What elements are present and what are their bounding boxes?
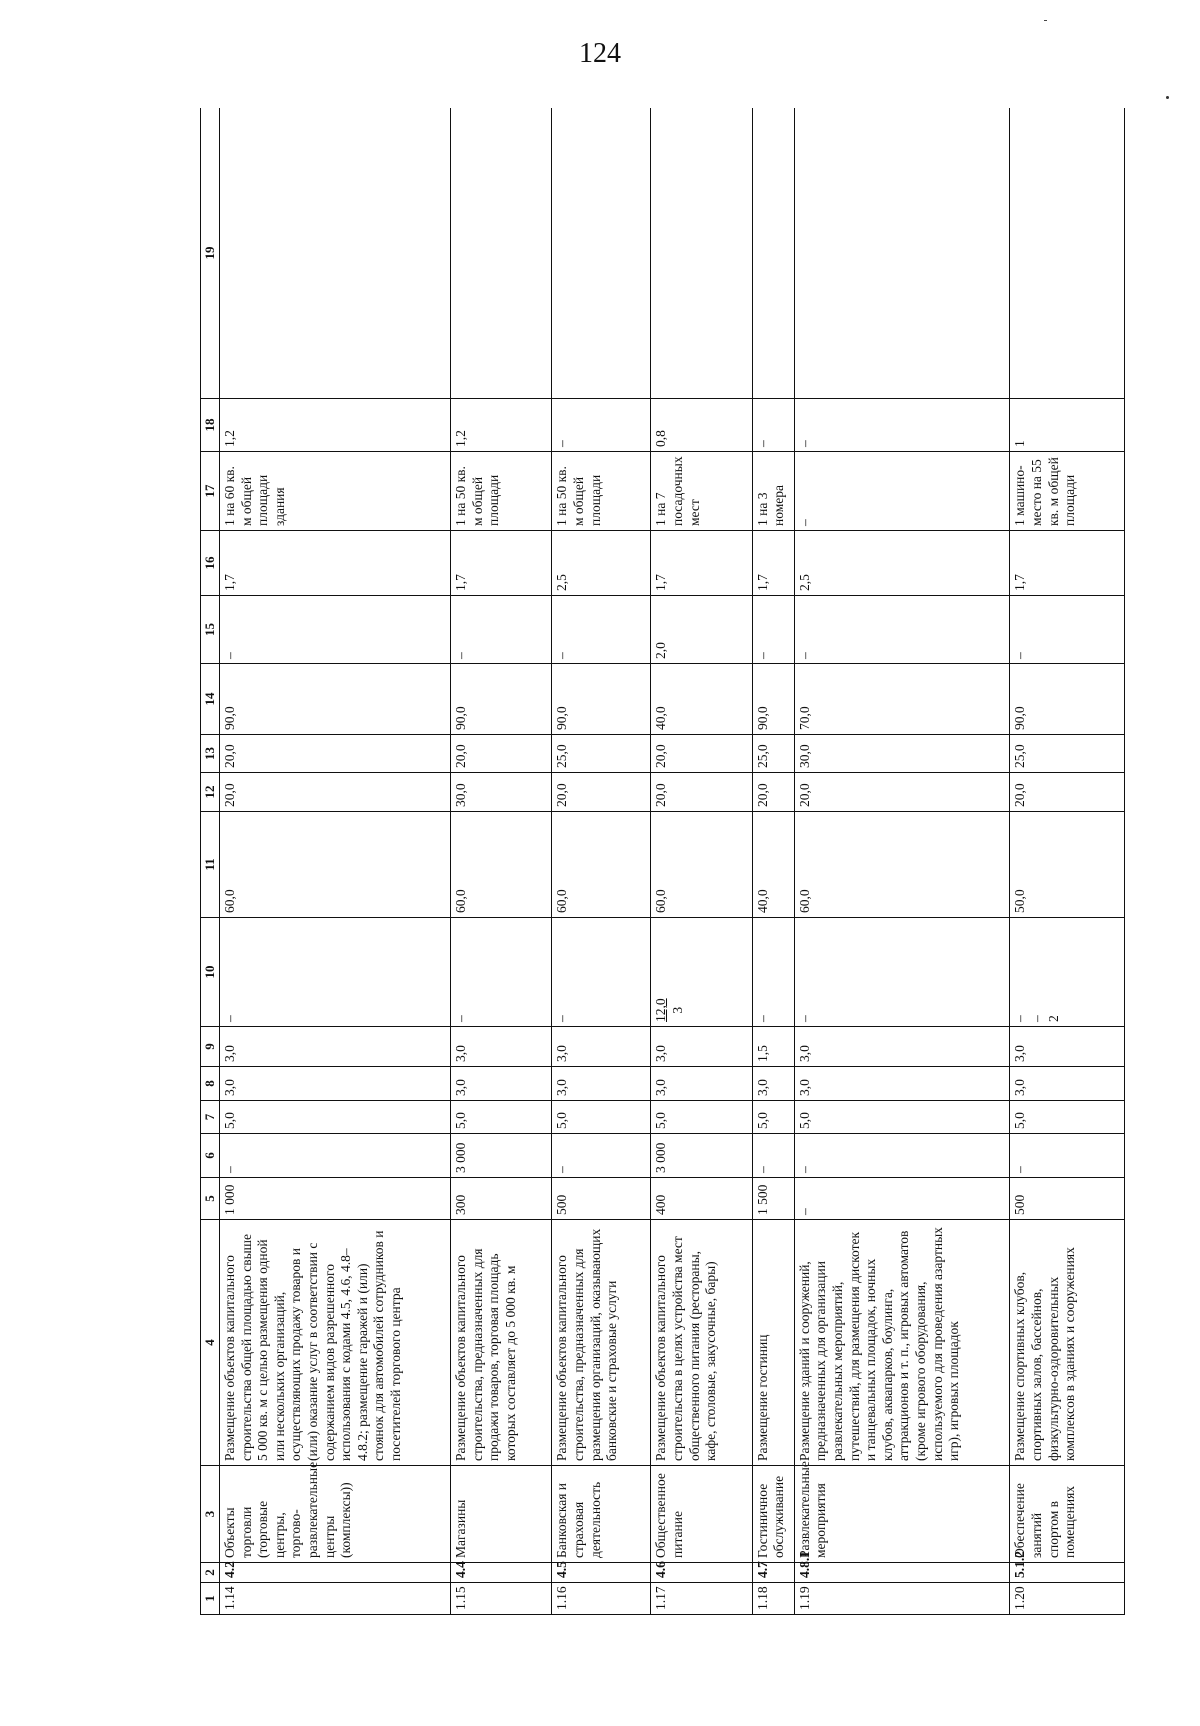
cell: 20,0	[651, 735, 752, 773]
cell	[651, 108, 752, 399]
cell: 1,7	[752, 531, 794, 596]
cell	[752, 108, 794, 399]
use-code: 4.6	[651, 1563, 752, 1583]
cell: 40,0	[651, 664, 752, 735]
cell	[794, 108, 1010, 399]
cell: –	[1010, 596, 1125, 664]
cell: 500	[1010, 1178, 1125, 1220]
col-header: 17	[201, 452, 220, 531]
cell: –	[219, 918, 450, 1027]
col-header: 3	[201, 1466, 220, 1563]
use-description: Размещение объектов капитального строительства общей площадью свыше 5 000 кв. м с целью размещения одной или нескольких организаций, осуществляющих продажу товаров и (или) оказание услуг в соответствии с содержанием видов разрешенного использования с кодами 4.5, 4.6, 4.8–4.8.2; размещение гаражей и (или) стоянок для автомобилей сотрудников и посетителей торгового центра	[219, 1220, 450, 1466]
use-code: 4.8.1	[794, 1563, 1010, 1583]
col-header: 4	[201, 1220, 220, 1466]
cell: 3 000	[451, 1134, 552, 1178]
cell: 1 машино-место на 55 кв. м общей площади	[1010, 452, 1125, 531]
use-description: Размещение зданий и сооружений, предназначенных для организации развлекательных мероприятий, путешествий, для размещения дискотек и танцевальных площадок, ночных клубов, аквапарков, боулинга, аттракционов и т. п., игровых автоматов (кроме игрового оборудования, используемого для проведения азартных игр), игровых площадок	[794, 1220, 1010, 1466]
col-header: 7	[201, 1101, 220, 1134]
scan-speck	[1044, 20, 1047, 21]
cell-fraction	[651, 918, 752, 1027]
cell: 1,7	[451, 531, 552, 596]
cell: 1 на 60 кв. м общей площади здания	[219, 452, 450, 531]
cell: 3,0	[219, 1067, 450, 1101]
cell	[1010, 108, 1125, 399]
col-header: 15	[201, 596, 220, 664]
cell: 1,7	[219, 531, 450, 596]
use-code: 5.1.2	[1010, 1563, 1125, 1583]
cell: 60,0	[219, 812, 450, 918]
use-description: Размещение объектов капитального строительства в целях устройства мест общественного питания (рестораны, кафе, столовые, закусочные, бары)	[651, 1220, 752, 1466]
cell: 5,0	[552, 1101, 651, 1134]
cell: 25,0	[752, 735, 794, 773]
cell: 1 000	[219, 1178, 450, 1220]
cell: 60,0	[794, 812, 1010, 918]
col-header: 13	[201, 735, 220, 773]
row-number: 1.20	[1010, 1583, 1125, 1615]
cell: 60,0	[552, 812, 651, 918]
cell: –	[752, 399, 794, 452]
cell: 3,0	[552, 1027, 651, 1067]
cell: 20,0	[752, 773, 794, 812]
cell: 5,0	[451, 1101, 552, 1134]
col-header: 19	[201, 108, 220, 399]
col-header: 2	[201, 1563, 220, 1583]
cell: 50,0	[1010, 812, 1125, 918]
col-header: 11	[201, 812, 220, 918]
cell: –	[451, 596, 552, 664]
table-row	[552, 108, 651, 1615]
row-number: 1.18	[752, 1583, 794, 1615]
cell: 1,2	[451, 399, 552, 452]
cell: 1,2	[219, 399, 450, 452]
cell: –	[794, 596, 1010, 664]
cell: 60,0	[451, 812, 552, 918]
use-name: Гостиничное обслуживание	[752, 1466, 794, 1563]
use-name: Объекты торговли (торговые центры, торгово-развлекательные центры (комплексы))	[219, 1466, 450, 1563]
cell: –	[752, 596, 794, 664]
cell: 1 на 3 номера	[752, 452, 794, 531]
cell: 3,0	[451, 1027, 552, 1067]
fraction	[653, 998, 686, 1022]
col-header: 12	[201, 773, 220, 812]
use-code: 4.7	[752, 1563, 794, 1583]
table-row	[651, 108, 752, 1615]
table-row	[451, 108, 552, 1615]
cell: 5,0	[752, 1101, 794, 1134]
col-header: 5	[201, 1178, 220, 1220]
row-number: 1.16	[552, 1583, 651, 1615]
cell: –	[219, 596, 450, 664]
col-header: 9	[201, 1027, 220, 1067]
use-code: 4.5	[552, 1563, 651, 1583]
cell: 1 на 50 кв. м общей площади	[451, 452, 552, 531]
cell: 70,0	[794, 664, 1010, 735]
use-name: Магазины	[451, 1466, 552, 1563]
fraction-numerator: 12,0	[653, 998, 669, 1022]
cell: 5,0	[219, 1101, 450, 1134]
use-name: Банковская и страховая деятельность	[552, 1466, 651, 1563]
cell: –	[794, 399, 1010, 452]
cell: 3,0	[1010, 1027, 1125, 1067]
cell: 3,0	[651, 1027, 752, 1067]
cell: 3,0	[219, 1027, 450, 1067]
cell: 1,7	[1010, 531, 1125, 596]
cell: –	[552, 399, 651, 452]
row-number: 1.15	[451, 1583, 552, 1615]
cell: 2,0	[651, 596, 752, 664]
rotated-table-frame	[200, 108, 1125, 1615]
cell: 3,0	[752, 1067, 794, 1101]
cell: 20,0	[219, 735, 450, 773]
use-description: Размещение объектов капитального строительства, предназначенных для продажи товаров, торговая площадь которых составляет до 5 000 кв. м	[451, 1220, 552, 1466]
cell: 300	[451, 1178, 552, 1220]
use-name: Общественное питание	[651, 1466, 752, 1563]
cell: 90,0	[219, 664, 450, 735]
cell: 3 000	[651, 1134, 752, 1178]
cell: 60,0	[651, 812, 752, 918]
cell: –	[219, 1134, 450, 1178]
cell: 90,0	[1010, 664, 1125, 735]
cell: –	[794, 918, 1010, 1027]
cell: 20,0	[219, 773, 450, 812]
row-number: 1.19	[794, 1583, 1010, 1615]
cell: 2,5	[552, 531, 651, 596]
cell: 90,0	[451, 664, 552, 735]
table-row	[1010, 108, 1125, 1615]
cell: 1,5	[752, 1027, 794, 1067]
cell: –	[451, 918, 552, 1027]
cell: 1	[1010, 399, 1125, 452]
stack-line: –	[1012, 1015, 1028, 1022]
cell-stack	[1010, 918, 1125, 1027]
cell: –	[552, 918, 651, 1027]
stack-line: 2	[1045, 1015, 1061, 1022]
cell: 3,0	[794, 1027, 1010, 1067]
cell: 3,0	[794, 1067, 1010, 1101]
zoning-parameters-table	[200, 108, 1125, 1615]
cell	[552, 108, 651, 399]
col-header: 10	[201, 918, 220, 1027]
table-row	[794, 108, 1010, 1615]
cell: –	[552, 596, 651, 664]
cell: 5,0	[1010, 1101, 1125, 1134]
cell: 5,0	[794, 1101, 1010, 1134]
cell: 40,0	[752, 812, 794, 918]
col-header: 14	[201, 664, 220, 735]
cell: 400	[651, 1178, 752, 1220]
cell: 20,0	[1010, 773, 1125, 812]
cell: 20,0	[794, 773, 1010, 812]
cell: 2,5	[794, 531, 1010, 596]
cell: 30,0	[451, 773, 552, 812]
cell: 25,0	[552, 735, 651, 773]
use-description: Размещение спортивных клубов, спортивных залов, бассейнов, физкультурно-оздоровительных комплексов в зданиях и сооружениях	[1010, 1220, 1125, 1466]
cell: 3,0	[451, 1067, 552, 1101]
use-name: Развлекательные мероприятия	[794, 1466, 1010, 1563]
cell: –	[794, 1178, 1010, 1220]
cell: 90,0	[752, 664, 794, 735]
col-header: 16	[201, 531, 220, 596]
cell	[219, 108, 450, 399]
stack-line: –	[1029, 1015, 1045, 1022]
cell: –	[552, 1134, 651, 1178]
col-header: 1	[201, 1583, 220, 1615]
row-number: 1.17	[651, 1583, 752, 1615]
cell	[451, 108, 552, 399]
cell: 1,7	[651, 531, 752, 596]
cell: 20,0	[552, 773, 651, 812]
cell: 30,0	[794, 735, 1010, 773]
cell: 1 на 7 посадочных мест	[651, 452, 752, 531]
use-description: Размещение гостиниц	[752, 1220, 794, 1466]
cell: 0,8	[651, 399, 752, 452]
cell: 3,0	[552, 1067, 651, 1101]
cell: 3,0	[651, 1067, 752, 1101]
row-number: 1.14	[219, 1583, 450, 1615]
cell: 3,0	[1010, 1067, 1125, 1101]
table-row	[752, 108, 794, 1615]
cell: –	[752, 1134, 794, 1178]
cell: –	[1010, 1134, 1125, 1178]
col-header: 18	[201, 399, 220, 452]
cell: 1 500	[752, 1178, 794, 1220]
col-header: 8	[201, 1067, 220, 1101]
page-number: 124	[579, 38, 621, 69]
cell: –	[752, 918, 794, 1027]
table-row	[219, 108, 450, 1615]
fraction-denominator: 3	[670, 1006, 686, 1014]
header-row	[201, 108, 220, 1615]
col-header: 6	[201, 1134, 220, 1178]
cell: 90,0	[552, 664, 651, 735]
cell: 20,0	[451, 735, 552, 773]
scan-speck	[1166, 96, 1169, 99]
use-description: Размещение объектов капитального строительства, предназначенных для размещения организаций, оказывающих банковские и страховые услуги	[552, 1220, 651, 1466]
use-code: 4.4	[451, 1563, 552, 1583]
cell: –	[794, 1134, 1010, 1178]
use-code: 4.2	[219, 1563, 450, 1583]
cell: –	[794, 452, 1010, 531]
cell: 5,0	[651, 1101, 752, 1134]
use-name: Обеспечение занятий спортом в помещениях	[1010, 1466, 1125, 1563]
cell: 500	[552, 1178, 651, 1220]
cell: 20,0	[651, 773, 752, 812]
cell: 1 на 50 кв. м общей площади	[552, 452, 651, 531]
cell: 25,0	[1010, 735, 1125, 773]
rotated-table-wrapper	[200, 108, 1125, 1615]
